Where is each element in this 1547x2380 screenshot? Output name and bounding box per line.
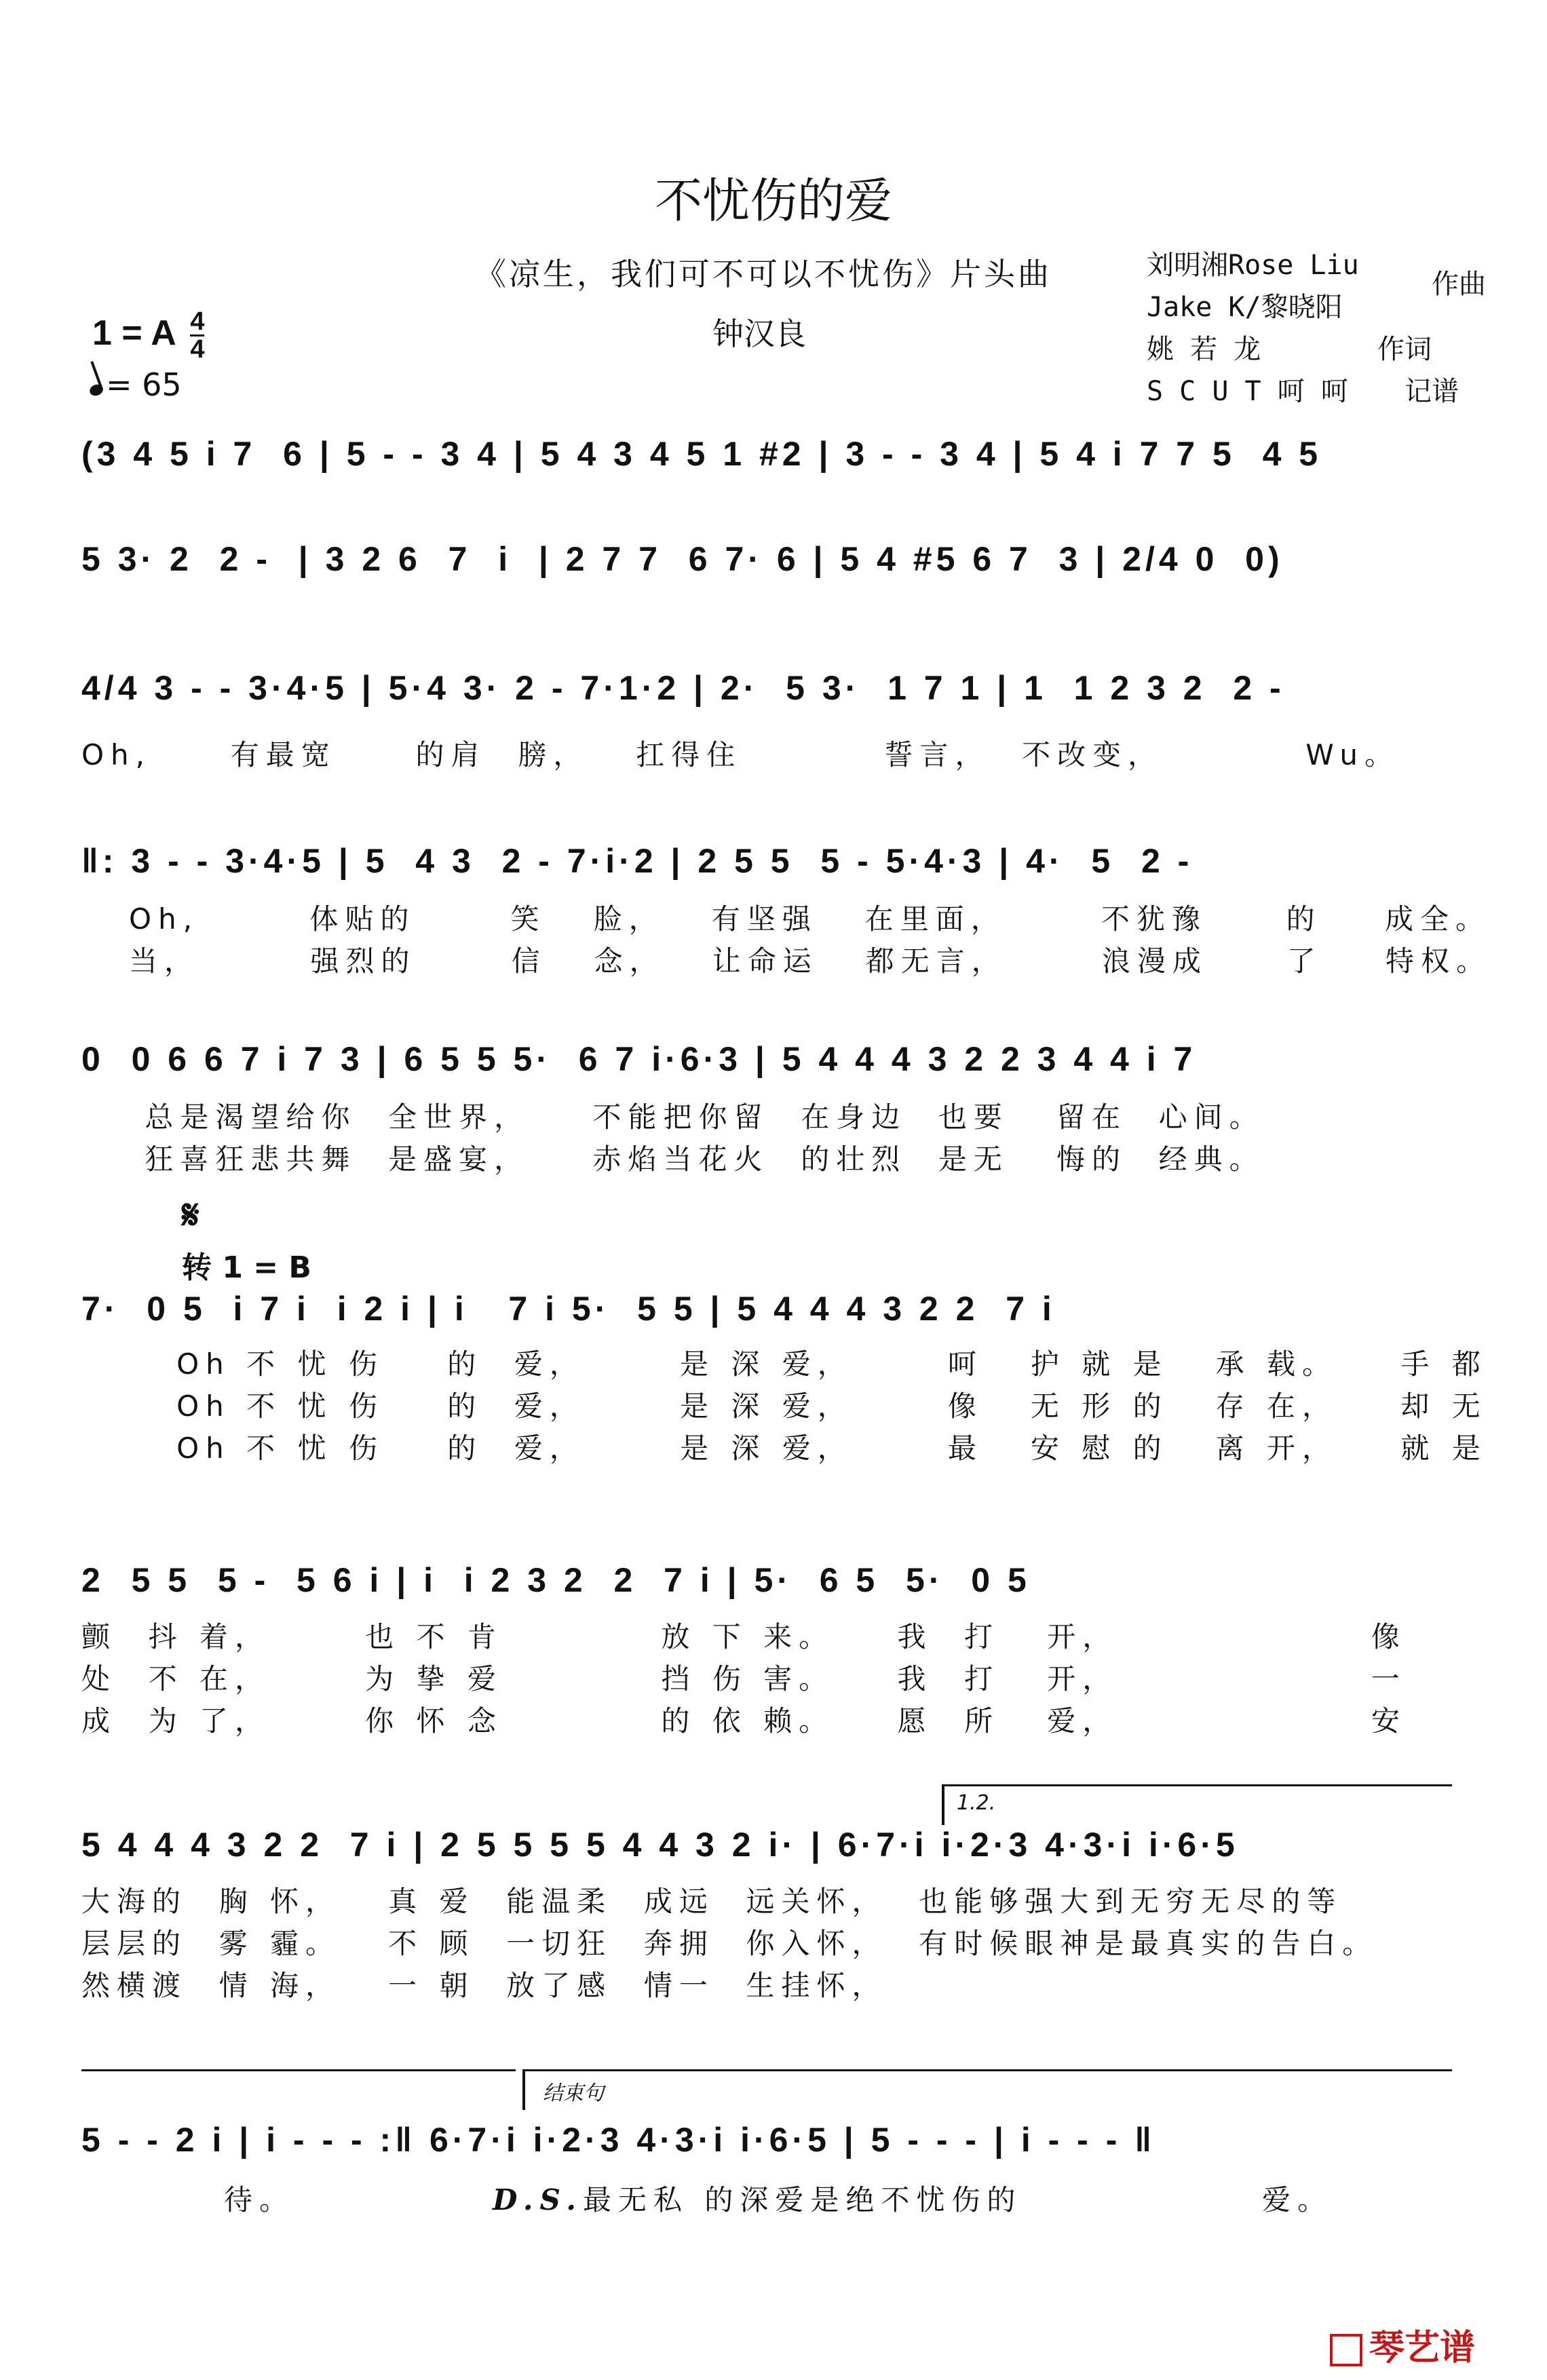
system-9-lyrics-c: 爱。: [1262, 2183, 1333, 2216]
system-7-notes: 2 5 5 5 - 5 6 i | i i 2 3 2 2 7 i | 5· 6 5 5· 0 5: [81, 1561, 1031, 1599]
system-4-lyrics-1: Oh, 体贴的 笑 脸， 有坚强 在里面， 不犹豫 的 成全。: [81, 902, 1491, 936]
composer-role: 作曲: [1432, 269, 1486, 300]
system-9-lyrics-b: D.S.最无私 的深爱是绝不忧伤的: [493, 2183, 1023, 2216]
system-6-notes: 7· 0 5 i 7 i i 2 i | i 7 i 5· 5 5 | 5 4 4 4 3 2 2 7 i: [81, 1290, 1056, 1328]
composer-names: 刘明湘Rose Liu Jake K/黎晓阳: [1147, 250, 1359, 323]
system-6-lyrics-1: Oh 不 忧 伤 的 爱， 是 深 爱， 呵 护 就 是 承 载。 手 都: [81, 1347, 1487, 1381]
system-1-notes: (3 4 5 i 7 6 | 5 - - 3 4 | 5 4 3 4 5 1 #2 | 3 - - 3 4 | 5 4 i 7 7 5 4 5: [81, 435, 1322, 473]
system-6-lyrics-3: Oh 不 忧 伤 的 爱， 是 深 爱， 最 安 慰 的 离 开， 就 是: [81, 1432, 1487, 1465]
system-8-notes: 5 4 4 4 3 2 2 7 i | 2 5 5 5 5 4 4 3 2 i· | 6·7·i i·2·3 4·3·i i·6·5: [81, 1826, 1239, 1864]
volta-1-label: 1.2.: [957, 1791, 996, 1815]
system-3-lyrics: Oh, 有最宽 的肩 膀， 扛得住 誓言， 不改变， Wu。: [81, 738, 1400, 771]
system-7-lyrics-1: 颤 抖 着， 也 不 肯 放 下 来。 我 打 开， 像: [81, 1620, 1407, 1653]
volta-1-bracket: [942, 1784, 944, 1825]
logo-icon: [1330, 2334, 1362, 2366]
lyricist: 姚 若 龙: [1147, 334, 1261, 365]
lyricist-role: 作词: [1377, 334, 1432, 365]
system-9-notes: 5 - - 2 i | i - - - :‖ 6·7·i i·2·3 4·3·i i·6·5 | 5 - - - | i - - - ‖: [81, 2121, 1156, 2159]
quarter-note-icon: [88, 383, 104, 398]
tempo: = 65: [90, 366, 182, 403]
dal-segno: D.S.: [493, 2183, 584, 2216]
volta-2-bracket: [522, 2069, 525, 2110]
transcriber-role: 记谱: [1405, 376, 1459, 407]
system-8-lyrics-1: 大海的 胸 怀， 真 爱 能温柔 成远 远关怀， 也能够强大到无穷无尽的等: [81, 1885, 1343, 1918]
time-signature: $\frac{4}{4}$: [190, 307, 205, 364]
system-7-lyrics-3: 成 为 了， 你 怀 念 的 依 赖。 愿 所 爱， 安: [81, 1704, 1407, 1738]
volta-2-line: [522, 2069, 1452, 2071]
site-logo: 琴艺谱: [1330, 2319, 1475, 2370]
song-title: 不忧伤的爱: [655, 173, 892, 229]
system-8-lyrics-2: 层层的 雾 霾。 不 顾 一切狂 奔拥 你入怀， 有时候眼神是最真实的告白。: [81, 1927, 1378, 1960]
credits: [1147, 244, 1527, 412]
singer: 钟汉良: [712, 315, 806, 352]
subtitle: 《凉生，我们可不可以不忧伤》片头曲: [475, 256, 1052, 292]
segno-sign: 𝄋: [182, 1191, 199, 1239]
system-4-lyrics-2: 当， 强烈的 信 念， 让命运 都无言， 浪漫成 了 特权。: [81, 944, 1492, 978]
system-3-notes: 4/4 3 - - 3·4·5 | 5·4 3· 2 - 7·1·2 | 2· 5 3· 1 7 1 | 1 1 2 3 2 2 -: [81, 669, 1285, 707]
transcriber: S C U T 呵 呵: [1147, 376, 1348, 407]
system-8-lyrics-3: 然横渡 情 海， 一 朝 放了感 情一 生挂怀，: [81, 1969, 887, 2002]
volta-prev-line: [81, 2069, 516, 2071]
system-6-lyrics-2: Oh 不 忧 伤 的 爱， 是 深 爱， 像 无 形 的 存 在， 却 无: [81, 1389, 1487, 1423]
key-change: 转 1 = B: [182, 1250, 311, 1285]
system-5-lyrics-2: 狂喜狂悲共舞 是盛宴， 赤焰当花火 的壮烈 是无 悔的 经典。: [81, 1143, 1265, 1176]
volta-1-line: [942, 1784, 1452, 1786]
system-9-lyrics-a: 待。: [224, 2183, 295, 2216]
system-7-lyrics-2: 处 不 在， 为 挚 爱 挡 伤 害。 我 打 开， 一: [81, 1662, 1407, 1695]
system-5-notes: 0 0 6 6 7 i 7 3 | 6 5 5 5· 6 7 i·6·3 | 5 4 4 4 3 2 2 3 4 4 i 7: [81, 1040, 1197, 1078]
system-2-notes: 5 3· 2 2 - | 3 2 6 7 i | 2 7 7 6 7· 6 | 5 4 #5 6 7 3 | 2/4 0 0): [81, 540, 1284, 578]
system-4-notes: ‖: 3 - - 3·4·5 | 5 4 3 2 - 7·i·2 | 2 5 5 5 - 5·4·3 | 4· 5 2 -: [81, 842, 1193, 880]
system-5-lyrics-1: 总是渴望给你 全世界， 不能把你留 在身边 也要 留在 心间。: [81, 1100, 1265, 1134]
volta-2-label: 结束句: [543, 2081, 604, 2105]
key-signature: 1 = A $\frac{4}{4}$: [92, 307, 205, 364]
